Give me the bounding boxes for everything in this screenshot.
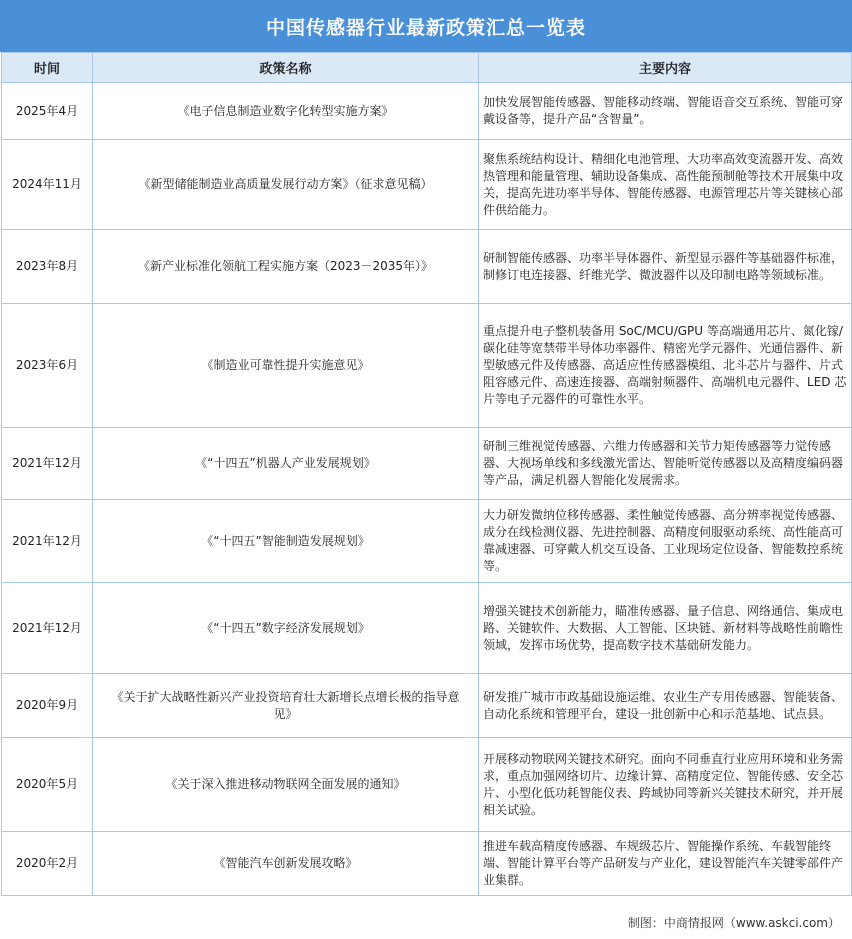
policy-table [1,52,852,896]
header-time: 时间 [2,53,93,83]
table-row [2,674,852,738]
row-content: 研制三维视觉传感器、六维力传感器和关节力矩传感器等力觉传感器、大视场单线和多线激光雷达、智能听觉传感器以及高精度编码器等产品，满足机器人智能化发展需求。 [479,428,852,500]
row-content: 开展移动物联网关键技术研究。面向不同垂直行业应用环境和业务需求，重点加强网络切片、边缘计算、高精度定位、智能传感、安全芯片、小型化低功耗智能仪表、跨域协同等新兴关键技术研究，并开展相关试验。 [479,738,852,832]
row-policy-name: 《制造业可靠性提升实施意见》 [93,304,479,428]
row-content: 推进车载高精度传感器、车规级芯片、智能操作系统、车载智能终端、智能计算平台等产品研发与产业化，建设智能汽车关键零部件产业集群。 [479,832,852,896]
row-policy-name: 《“十四五”数字经济发展规划》 [93,583,479,674]
table-row [2,738,852,832]
row-policy-name: 《“十四五”机器人产业发展规划》 [93,428,479,500]
row-time: 2020年5月 [2,738,93,832]
table-row [2,83,852,140]
row-time: 2025年4月 [2,83,93,140]
row-time: 2021年12月 [2,583,93,674]
row-content: 加快发展智能传感器、智能移动终端、智能语音交互系统、智能可穿戴设备等，提升产品“含智量”。 [479,83,852,140]
row-policy-name: 《“十四五”智能制造发展规划》 [93,500,479,583]
table-row [2,583,852,674]
row-policy-name: 《电子信息制造业数字化转型实施方案》 [93,83,479,140]
row-content: 研制智能传感器、功率半导体器件、新型显示器件等基础器件标准，制修订电连接器、纤维光学、微波器件以及印制电路等领域标准。 [479,230,852,304]
row-content: 研发推广城市市政基础设施运维、农业生产专用传感器、智能装备、自动化系统和管理平台，建设一批创新中心和示范基地、试点县。 [479,674,852,738]
row-content: 增强关键技术创新能力，瞄准传感器、量子信息、网络通信、集成电路、关键软件、大数据、人工智能、区块链、新材料等战略性前瞻性领域，发挥市场优势，提高数字技术基础研发能力。 [479,583,852,674]
header-main-content: 主要内容 [479,53,852,83]
table-row [2,428,852,500]
table-row [2,832,852,896]
row-time: 2023年8月 [2,230,93,304]
table-row [2,140,852,230]
row-time: 2021年12月 [2,500,93,583]
row-policy-name: 《新型储能制造业高质量发展行动方案》（征求意见稿） [93,140,479,230]
header-policy-name: 政策名称 [93,53,479,83]
row-policy-name: 《智能汽车创新发展攻略》 [93,832,479,896]
table-header-row [2,53,852,83]
row-time: 2020年9月 [2,674,93,738]
row-policy-name: 《新产业标准化领航工程实施方案（2023－2035年）》 [93,230,479,304]
table-row [2,304,852,428]
table-row [2,230,852,304]
table-row [2,500,852,583]
page-title: 中国传感器行业最新政策汇总一览表 [0,0,852,52]
row-time: 2020年2月 [2,832,93,896]
row-content: 大力研发微纳位移传感器、柔性触觉传感器、高分辨率视觉传感器、成分在线检测仪器、先进控制器、高精度伺服驱动系统、高性能高可靠减速器、可穿戴人机交互设备、工业现场定位设备、智能数控系统等。 [479,500,852,583]
source-credit: 制图：中商情报网（www.askci.com） [627,916,840,930]
row-policy-name: 《关于扩大战略性新兴产业投资培育壮大新增长点增长极的指导意见》 [93,674,479,738]
row-time: 2021年12月 [2,428,93,500]
row-time: 2024年11月 [2,140,93,230]
row-content: 重点提升电子整机装备用 SoC/MCU/GPU 等高端通用芯片、氮化镓/碳化硅等宽禁带半导体功率器件、精密光学元器件、光通信器件、新型敏感元件及传感器、高适应性传感器模组、北斗芯片与器件、片式阻容感元件、高速连接器、高端射频器件、高端机电元器件、LED 芯片等电子元器件的可靠性水平。 [479,304,852,428]
row-policy-name: 《关于深入推进移动物联网全面发展的通知》 [93,738,479,832]
row-content: 聚焦系统结构设计、精细化电池管理、大功率高效变流器开发、高效热管理和能量管理、辅助设备集成、高性能预制舱等技术开展集中攻关，提高先进功率半导体、智能传感器、电源管理芯片等关键核心部件供给能力。 [479,140,852,230]
row-time: 2023年6月 [2,304,93,428]
